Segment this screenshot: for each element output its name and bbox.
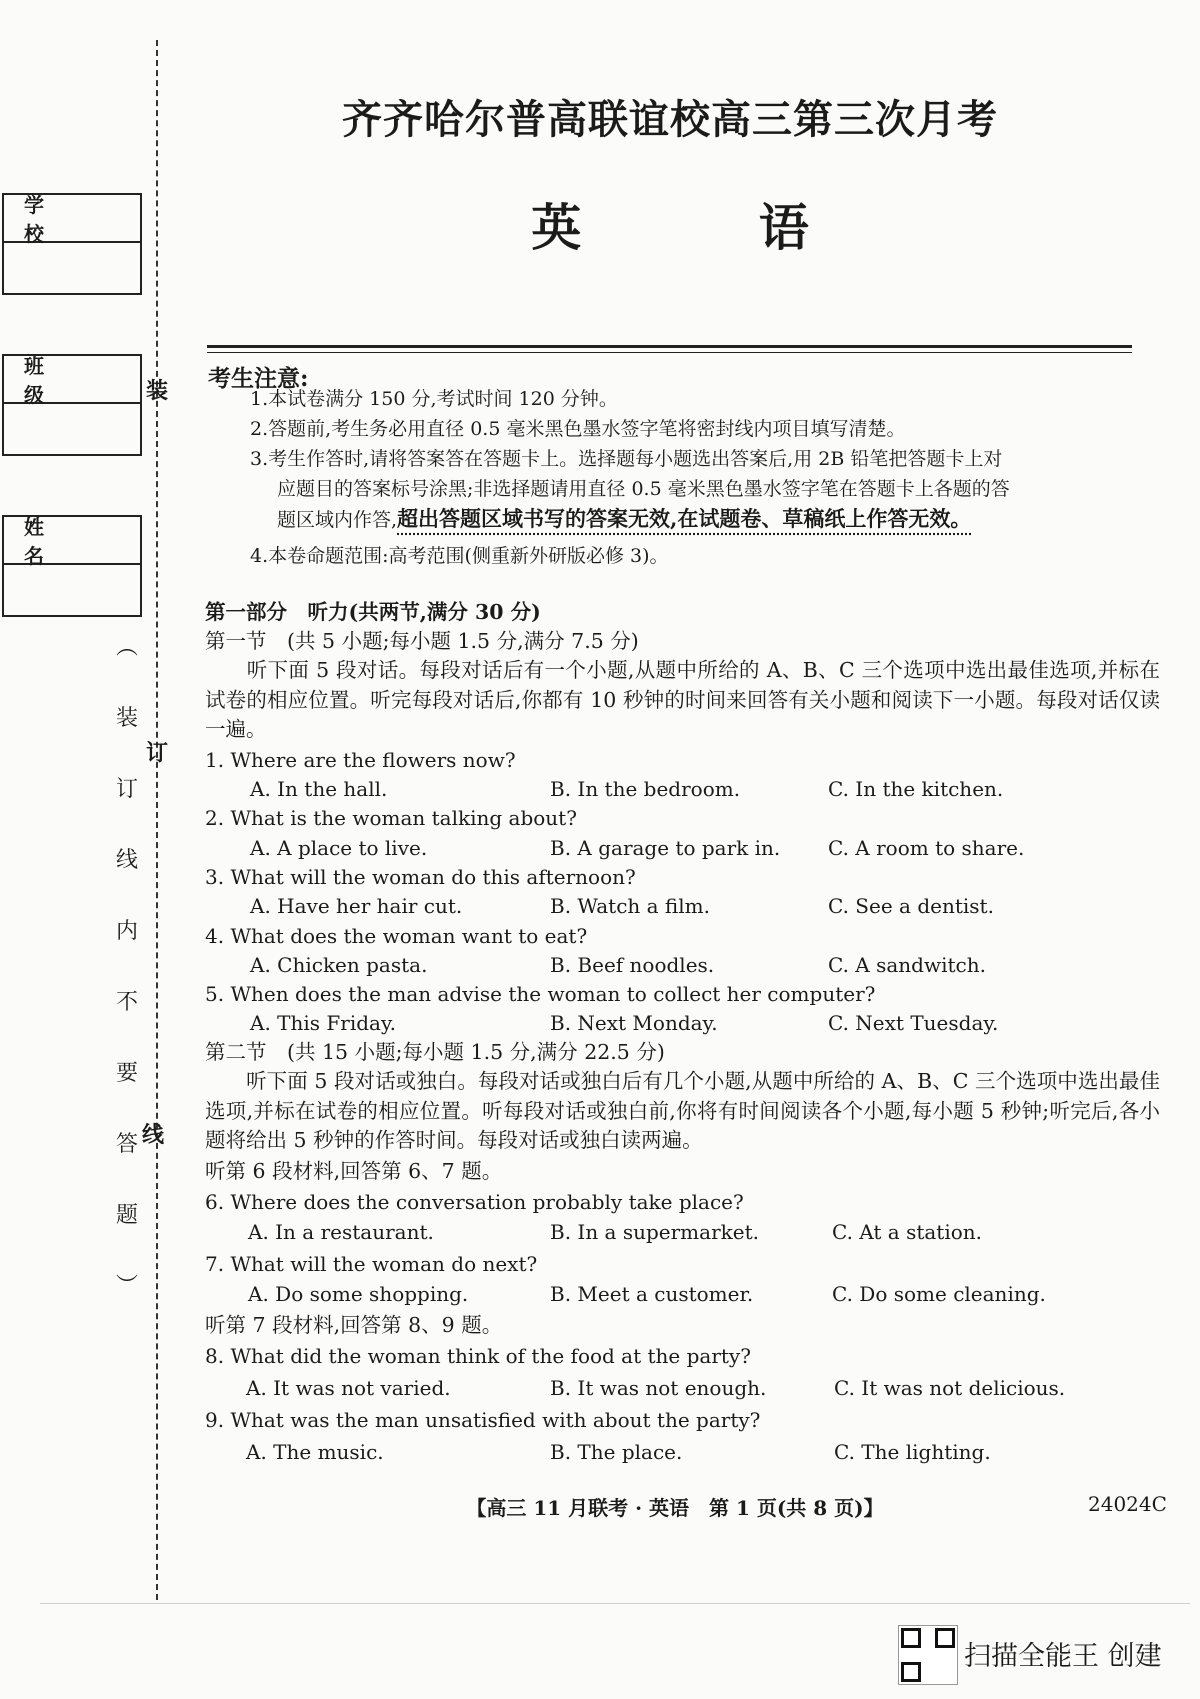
- q6-option-c: C. At a station.: [832, 1220, 983, 1244]
- q3-option-c: C. See a dentist.: [828, 894, 994, 918]
- qr-code-icon: [898, 1625, 958, 1685]
- warning-char: ︶: [115, 1274, 138, 1299]
- q7-option-c: C. Do some cleaning.: [832, 1282, 1046, 1306]
- header-rule: [207, 345, 1132, 348]
- q8-option-b: B. It was not enough.: [550, 1376, 767, 1400]
- q2-option-a: A. A place to live.: [250, 836, 428, 860]
- question-7: 7. What will the woman do next?: [205, 1252, 538, 1276]
- q8-option-a: A. It was not varied.: [246, 1376, 451, 1400]
- q9-option-c: C. The lighting.: [834, 1440, 991, 1464]
- notice-list: [250, 384, 1140, 571]
- school-input-area[interactable]: [4, 243, 140, 293]
- q4-option-a: A. Chicken pasta.: [250, 953, 428, 977]
- binding-char-ding: 订: [146, 740, 169, 766]
- name-label: 姓 名: [4, 517, 140, 565]
- notice-item-3-line3: 题区域内作答,: [277, 509, 398, 531]
- scanner-watermark: 扫描全能王 创建: [964, 1641, 1162, 1672]
- school-field[interactable]: [2, 193, 142, 295]
- q9-option-b: B. The place.: [550, 1440, 683, 1464]
- class-label: 班 级: [4, 356, 140, 404]
- question-1: 1. Where are the flowers now?: [205, 748, 516, 772]
- part1-heading: 第一部分 听力(共两节,满分 30 分): [205, 600, 541, 624]
- class-field[interactable]: [2, 354, 142, 456]
- question-6: 6. Where does the conversation probably take place?: [205, 1190, 744, 1214]
- notice-item-1: 1.本试卷满分 150 分,考试时间 120 分钟。: [250, 388, 618, 410]
- notice-item-3-line2: 应题目的答案标号涂黑;非选择题请用直径 0.5 毫米黑色墨水签字笔在答题卡上各题的答: [277, 478, 1010, 500]
- binding-char-xian: 线: [142, 1122, 165, 1148]
- notice-item-4: 4.本卷命题范围:高考范围(侧重新外研版必修 3)。: [250, 545, 669, 567]
- binding-char-zhuang: 装: [146, 378, 169, 404]
- question-4: 4. What does the woman want to eat?: [205, 924, 588, 948]
- class-input-area[interactable]: [4, 404, 140, 454]
- q4-option-b: B. Beef noodles.: [550, 953, 715, 977]
- warning-char: 要: [115, 1061, 138, 1086]
- q2-option-c: C. A room to share.: [828, 836, 1025, 860]
- material-7-heading: 听第 7 段材料,回答第 8、9 题。: [205, 1313, 503, 1337]
- name-field[interactable]: [2, 515, 142, 617]
- q6-option-b: B. In a supermarket.: [550, 1220, 759, 1244]
- binding-warning-column: [112, 610, 142, 1320]
- warning-char: 订: [115, 777, 138, 802]
- question-3: 3. What will the woman do this afternoon?: [205, 865, 636, 889]
- question-5: 5. When does the man advise the woman to collect her computer?: [205, 982, 876, 1006]
- q3-option-a: A. Have her hair cut.: [250, 894, 463, 918]
- subject-title: 英 语: [531, 198, 889, 257]
- q4-option-c: C. A sandwitch.: [828, 953, 986, 977]
- section1-instructions: 听下面 5 段对话。每段对话后有一个小题,从题中所给的 A、B、C 三个选项中选出最佳选项,并标在试卷的相应位置。听完每段对话后,你都有 10 秒钟的时间来回答有关小题和阅读下一小题。每段对话仅读一遍。: [205, 658, 1160, 741]
- notice-item-3-line1: 3.考生作答时,请将答案答在答题卡上。选择题每小题选出答案后,用 2B 铅笔把答题卡上对: [250, 448, 1003, 470]
- section2-heading: 第二节 (共 15 小题;每小题 1.5 分,满分 22.5 分): [205, 1040, 665, 1064]
- q5-option-b: B. Next Monday.: [550, 1011, 718, 1035]
- name-input-area[interactable]: [4, 565, 140, 615]
- q3-option-b: B. Watch a film.: [550, 894, 710, 918]
- section1-heading: 第一节 (共 5 小题;每小题 1.5 分,满分 7.5 分): [205, 629, 639, 653]
- warning-char: 装: [115, 706, 138, 731]
- question-8: 8. What did the woman think of the food at the party?: [205, 1344, 751, 1368]
- exam-code: 24024C: [1088, 1492, 1167, 1516]
- question-2: 2. What is the woman talking about?: [205, 806, 577, 830]
- warning-char: 线: [115, 848, 138, 873]
- warning-char: 不: [115, 990, 138, 1015]
- q7-option-b: B. Meet a customer.: [550, 1282, 754, 1306]
- warning-char: 内: [115, 919, 138, 944]
- header-rule-thin: [207, 352, 1132, 353]
- q9-option-a: A. The music.: [246, 1440, 384, 1464]
- notice-emphasis: 超出答题区域书写的答案无效,在试题卷、草稿纸上作答无效。: [397, 506, 972, 531]
- q8-option-c: C. It was not delicious.: [834, 1376, 1066, 1400]
- warning-char: ︵: [115, 635, 138, 660]
- footer-rule: [40, 1603, 1190, 1604]
- notice-item-3: [250, 444, 1140, 535]
- q1-option-c: C. In the kitchen.: [828, 777, 1004, 801]
- q2-option-b: B. A garage to park in.: [550, 836, 781, 860]
- material-6-heading: 听第 6 段材料,回答第 6、7 题。: [205, 1159, 503, 1183]
- q5-option-c: C. Next Tuesday.: [828, 1011, 999, 1035]
- warning-char: 答: [115, 1132, 138, 1157]
- section2-instructions: 听下面 5 段对话或独白。每段对话或独白后有几个小题,从题中所给的 A、B、C 三个选项中选出最佳选项,并标在试卷的相应位置。听每段对话或独白前,你将有时间阅读各个小题,每小题 5 秒钟;听完后,各小题将给出 5 秒钟的作答时间。每段对话或独白读两遍。: [205, 1069, 1160, 1152]
- page-footer: 【高三 11 月联考 · 英语 第 1 页(共 8 页)】: [466, 1496, 884, 1520]
- notice-heading: 考生注意:: [208, 365, 309, 392]
- exam-title: 齐齐哈尔普高联谊校高三第三次月考: [342, 96, 998, 143]
- notice-item-2: 2.答题前,考生务必用直径 0.5 毫米黑色墨水签字笔将密封线内项目填写清楚。: [250, 418, 906, 440]
- q1-option-b: B. In the bedroom.: [550, 777, 741, 801]
- question-9: 9. What was the man unsatisfied with about the party?: [205, 1408, 761, 1432]
- q6-option-a: A. In a restaurant.: [248, 1220, 434, 1244]
- binding-dashed-line: [156, 40, 158, 1600]
- q1-option-a: A. In the hall.: [250, 777, 388, 801]
- warning-char: 题: [115, 1203, 138, 1228]
- school-label: 学 校: [4, 195, 140, 243]
- q7-option-a: A. Do some shopping.: [248, 1282, 469, 1306]
- q5-option-a: A. This Friday.: [250, 1011, 396, 1035]
